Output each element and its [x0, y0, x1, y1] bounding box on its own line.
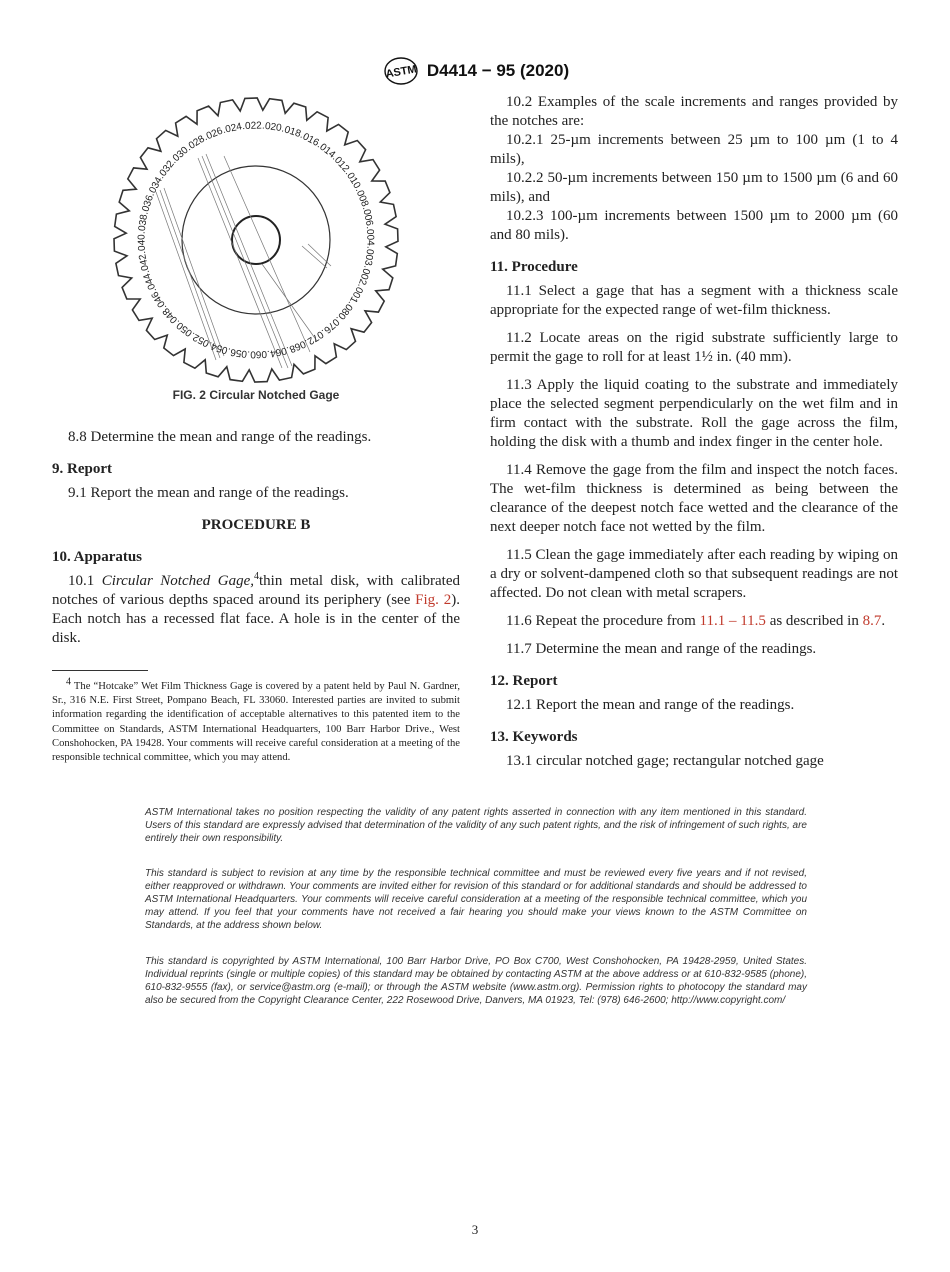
para-10-1-number: 10.1 — [68, 573, 95, 589]
heading-10-apparatus: 10. Apparatus — [52, 549, 143, 565]
notch-label: .026 — [202, 125, 225, 144]
document-designation: D4414 − 95 (2020) — [426, 61, 570, 80]
notch-label: .003 — [361, 245, 376, 267]
para-11-2: 11.2 Locate areas on the rigid substrate sufficiently large to permit the gage to roll for at least 1½ in. (40 mm). — [490, 330, 898, 365]
notch-label: .038 — [136, 213, 151, 235]
para-10-1-text-a: thin metal disk, with calibrated notches of various depths spaced around its periphery (see — [52, 573, 461, 608]
notch-label: .050 — [174, 319, 197, 341]
para-11-6-text-c: . — [881, 613, 886, 629]
notch-label: .004 — [363, 226, 376, 246]
notch-label: .048 — [160, 305, 183, 328]
section-11-1-11-5-link[interactable]: 11.1 – 11.5 — [699, 613, 766, 629]
fig-2-link[interactable]: Fig. 2 — [415, 592, 452, 608]
notch-label: .068 — [287, 336, 310, 355]
right-column — [490, 93, 898, 771]
notch-label: .064 — [269, 343, 291, 359]
heading-11-procedure: 11. Procedure — [490, 259, 578, 275]
para-10-2-3: 10.2.3 100-µm increments between 1500 µm to 2000 µm (60 and 80 mils). — [490, 208, 898, 243]
para-11-4: 11.4 Remove the gage from the film and inspect the notch faces. The wet-film thickness is determined as being between the clearance of the deepest notch face wetted and the clearance of the next deeper notch face not wetted by the film. — [490, 462, 898, 535]
notch-label: .056 — [229, 345, 251, 360]
para-10-2: 10.2 Examples of the scale increments and ranges provided by the notches are: — [490, 94, 898, 129]
notch-label: .012 — [329, 152, 352, 175]
patent-notice: ASTM International takes no position respecting the validity of any patent rights asserted in connection with any item mentioned in this standard. Users of this standard are expressly advised that determination of the validity of any such patent rights, and the risk of infringement of such rights, are entirely their own responsibility. — [145, 807, 807, 844]
circular-notched-gage-figure — [112, 96, 428, 384]
para-9-1: 9.1 Report the mean and range of the readings. — [68, 485, 349, 501]
notch-label: .016 — [298, 129, 321, 149]
para-11-6-text-b: as described in — [765, 613, 863, 629]
para-11-5: 11.5 Clean the gage immediately after each reading by wiping on a dry or solvent-dampened cloth so that subsequent readings are not affected. Do not clean with metal scrapers. — [490, 547, 898, 601]
left-column — [52, 428, 460, 648]
para-11-6-text-a: 11.6 Repeat the procedure from — [506, 613, 700, 629]
heading-procedure-b: PROCEDURE B — [201, 517, 311, 533]
notch-label: .014 — [315, 139, 338, 161]
section-8-7-link[interactable]: 8.7 — [862, 613, 882, 629]
notch-label: .034 — [145, 175, 165, 198]
notch-label: .010 — [342, 168, 363, 191]
para-11-1: 11.1 Select a gage that has a segment with a thickness scale appropriate for the expected range of wet-film thickness. — [490, 283, 898, 318]
notch-label: .020 — [261, 120, 283, 135]
notch-label: .046 — [149, 289, 170, 312]
heading-9-report: 9. Report — [52, 461, 112, 477]
notch-label: .080 — [335, 299, 357, 322]
notch-label: .036 — [139, 193, 156, 216]
para-10-1-text-b: ). Each notch has a recessed flat face. A hole is in the center of the disk. — [52, 592, 460, 646]
notch-label: .042 — [137, 253, 153, 275]
notch-label: .044 — [141, 271, 160, 294]
para-10-2-2: 10.2.2 50-µm increments between 150 µm to 1500 µm (6 and 60 mils), and — [490, 170, 898, 205]
notch-label: .024 — [221, 121, 243, 137]
footnote-4 — [52, 676, 460, 765]
footnote-ref-4[interactable]: 4 — [253, 571, 259, 582]
figure-caption: FIG. 2 Circular Notched Gage — [172, 388, 340, 402]
notch-label: .001 — [347, 282, 367, 305]
para-10-1 — [52, 572, 460, 648]
notch-label: .008 — [352, 186, 371, 209]
notch-label: .030 — [168, 144, 191, 167]
copyright-notice: This standard is copyrighted by ASTM International, 100 Barr Harbor Drive, PO Box C700, West Conshohocken, PA 19428-2959, United States. Individual reprints (single or multiple copies) of this standard may be obtained by contacting ASTM at the above address or at 610-832-9585 (phone), 610-832-9555 (fax), or service@astm.org (e-mail); or through the ASTM website (www.astm.org). Permission rights to photocopy the standard may also be secured from the Copyright Clearance Center, 222 Rosewood Drive, Danvers, MA 01923, Tel: (978) 646-2600; http://www.copyright.com/ — [145, 956, 807, 1006]
astm-logo-text: ASTM — [384, 63, 418, 81]
footnote-4-marker: 4 — [66, 676, 71, 688]
para-11-7: 11.7 Determine the mean and range of the readings. — [506, 641, 817, 657]
para-10-1-term: Circular Notched Gage, — [101, 573, 254, 589]
notch-label: .002 — [356, 264, 373, 287]
para-11-6 — [490, 612, 898, 631]
para-8-8: 8.8 Determine the mean and range of the readings. — [68, 429, 372, 445]
notch-label: .018 — [280, 123, 303, 140]
footnote-4-text: The “Hotcake” Wet Film Thickness Gage is covered by a patent held by Paul N. Gardner, Sr., 316 N.E. First Street, Pompano Beach, FL 33060. Interested parties are invited to submit information regarding the identification of acceptable alternatives to this patented item to the Committee on Standards, ASTM International Headquarters, 100 Barr Harbor Drive., West Conshohocken, PA 19428. Your comments will receive careful consideration at a meeting of the responsible technical committee, which you may attend. — [52, 681, 460, 764]
notch-label: .032 — [155, 158, 177, 181]
heading-12-report: 12. Report — [490, 673, 558, 689]
notch-label: .022 — [242, 120, 262, 133]
para-11-3: 11.3 Apply the liquid coating to the substrate and immediately place the selected segment perpendicularly on the wet film and in firm contact with the substrate. Roll the gage across the film, holding the disk with a thumb and index finger in the center hole. — [490, 377, 898, 450]
notch-label: .076 — [321, 313, 344, 336]
para-13-1: 13.1 circular notched gage; rectangular notched gage — [506, 753, 824, 769]
astm-logo-icon — [381, 56, 421, 86]
page-number: 3 — [471, 1222, 479, 1237]
notch-label: .054 — [209, 340, 232, 357]
notch-label: .006 — [359, 205, 375, 227]
notch-label: .060 — [250, 347, 270, 360]
notch-label: .028 — [184, 133, 207, 154]
heading-13-keywords: 13. Keywords — [490, 729, 578, 745]
gage-disk-outline — [114, 98, 398, 382]
page-header — [0, 56, 950, 91]
para-12-1: 12.1 Report the mean and range of the readings. — [506, 697, 795, 713]
notch-label: .040 — [136, 234, 149, 254]
revision-notice: This standard is subject to revision at any time by the responsible technical committee and must be reviewed every five years and if not revised, either reapproved or withdrawn. Your comments are invited either for revision of this standard or for additional standards and should be addressed to ASTM International Headquarters. Your comments will receive careful consideration at a meeting of the responsible technical committee, which you may attend. If you feel that your comments have not received a fair hearing you should make your views known to the ASTM Committee on Standards, at the address shown below. — [145, 868, 807, 931]
para-10-2-1: 10.2.1 25-µm increments between 25 µm to 100 µm (1 to 4 mils), — [490, 132, 898, 167]
notch-label: .072 — [305, 326, 328, 347]
notch-label: .052 — [191, 331, 214, 351]
footnote-divider — [52, 670, 148, 671]
